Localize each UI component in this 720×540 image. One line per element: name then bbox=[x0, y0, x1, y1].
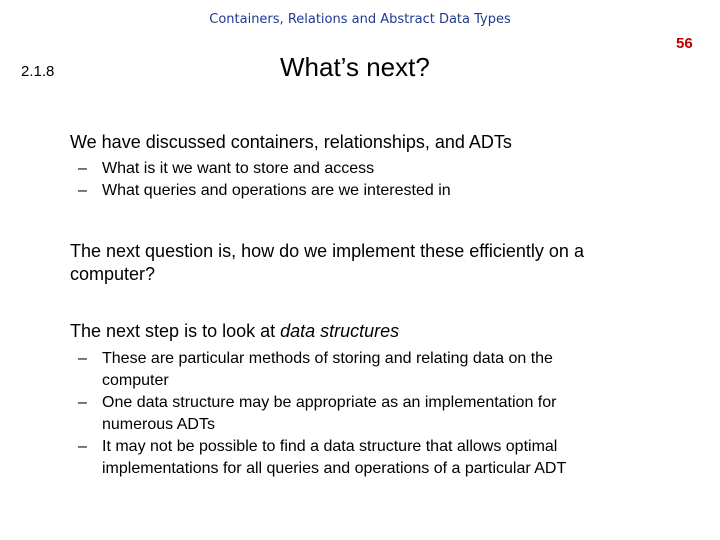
list-item bbox=[78, 436, 648, 480]
paragraph-3-subitems bbox=[78, 348, 648, 480]
section-number: 2.1.8 bbox=[21, 63, 55, 80]
dash-bullet: – bbox=[78, 350, 87, 367]
dash-bullet: – bbox=[78, 182, 87, 199]
paragraph-2-line-1: The next question is, how do we implement these efficiently on a bbox=[70, 241, 584, 261]
paragraph-1-subitems bbox=[78, 158, 648, 202]
list-item-line: implementations for all queries and operations of a particular ADT bbox=[102, 460, 567, 477]
list-item bbox=[78, 348, 648, 392]
dash-bullet: – bbox=[78, 160, 87, 177]
list-item bbox=[78, 158, 648, 180]
paragraph-3-emphasis: data structures bbox=[280, 321, 400, 341]
list-item-line: computer bbox=[102, 372, 169, 389]
slide-header: Containers, Relations and Abstract Data Types bbox=[209, 12, 511, 27]
paragraph-3-text: The next step is to look at bbox=[70, 321, 281, 341]
list-item-line: One data structure may be appropriate as an implementation for bbox=[102, 394, 557, 411]
list-item-line: It may not be possible to find a data structure that allows optimal bbox=[102, 438, 558, 455]
list-item-line: numerous ADTs bbox=[102, 416, 215, 433]
paragraph-2 bbox=[70, 240, 584, 286]
paragraph-2-line-2: computer? bbox=[70, 264, 156, 284]
list-item-text bbox=[102, 436, 566, 480]
list-item bbox=[78, 180, 648, 202]
page-number: 56 bbox=[676, 35, 693, 52]
list-item-text: What is it we want to store and access bbox=[102, 160, 375, 177]
list-item-text: What queries and operations are we interested in bbox=[102, 182, 451, 199]
list-item bbox=[78, 392, 648, 436]
dash-bullet: – bbox=[78, 438, 87, 455]
paragraph-1: We have discussed containers, relationships, and ADTs bbox=[70, 132, 512, 152]
list-item-text bbox=[102, 392, 556, 436]
list-item-text bbox=[102, 348, 553, 392]
slide-title: What’s next? bbox=[280, 52, 430, 82]
paragraph-3 bbox=[70, 320, 399, 343]
dash-bullet: – bbox=[78, 394, 87, 411]
list-item-line: These are particular methods of storing and relating data on the bbox=[102, 350, 553, 367]
